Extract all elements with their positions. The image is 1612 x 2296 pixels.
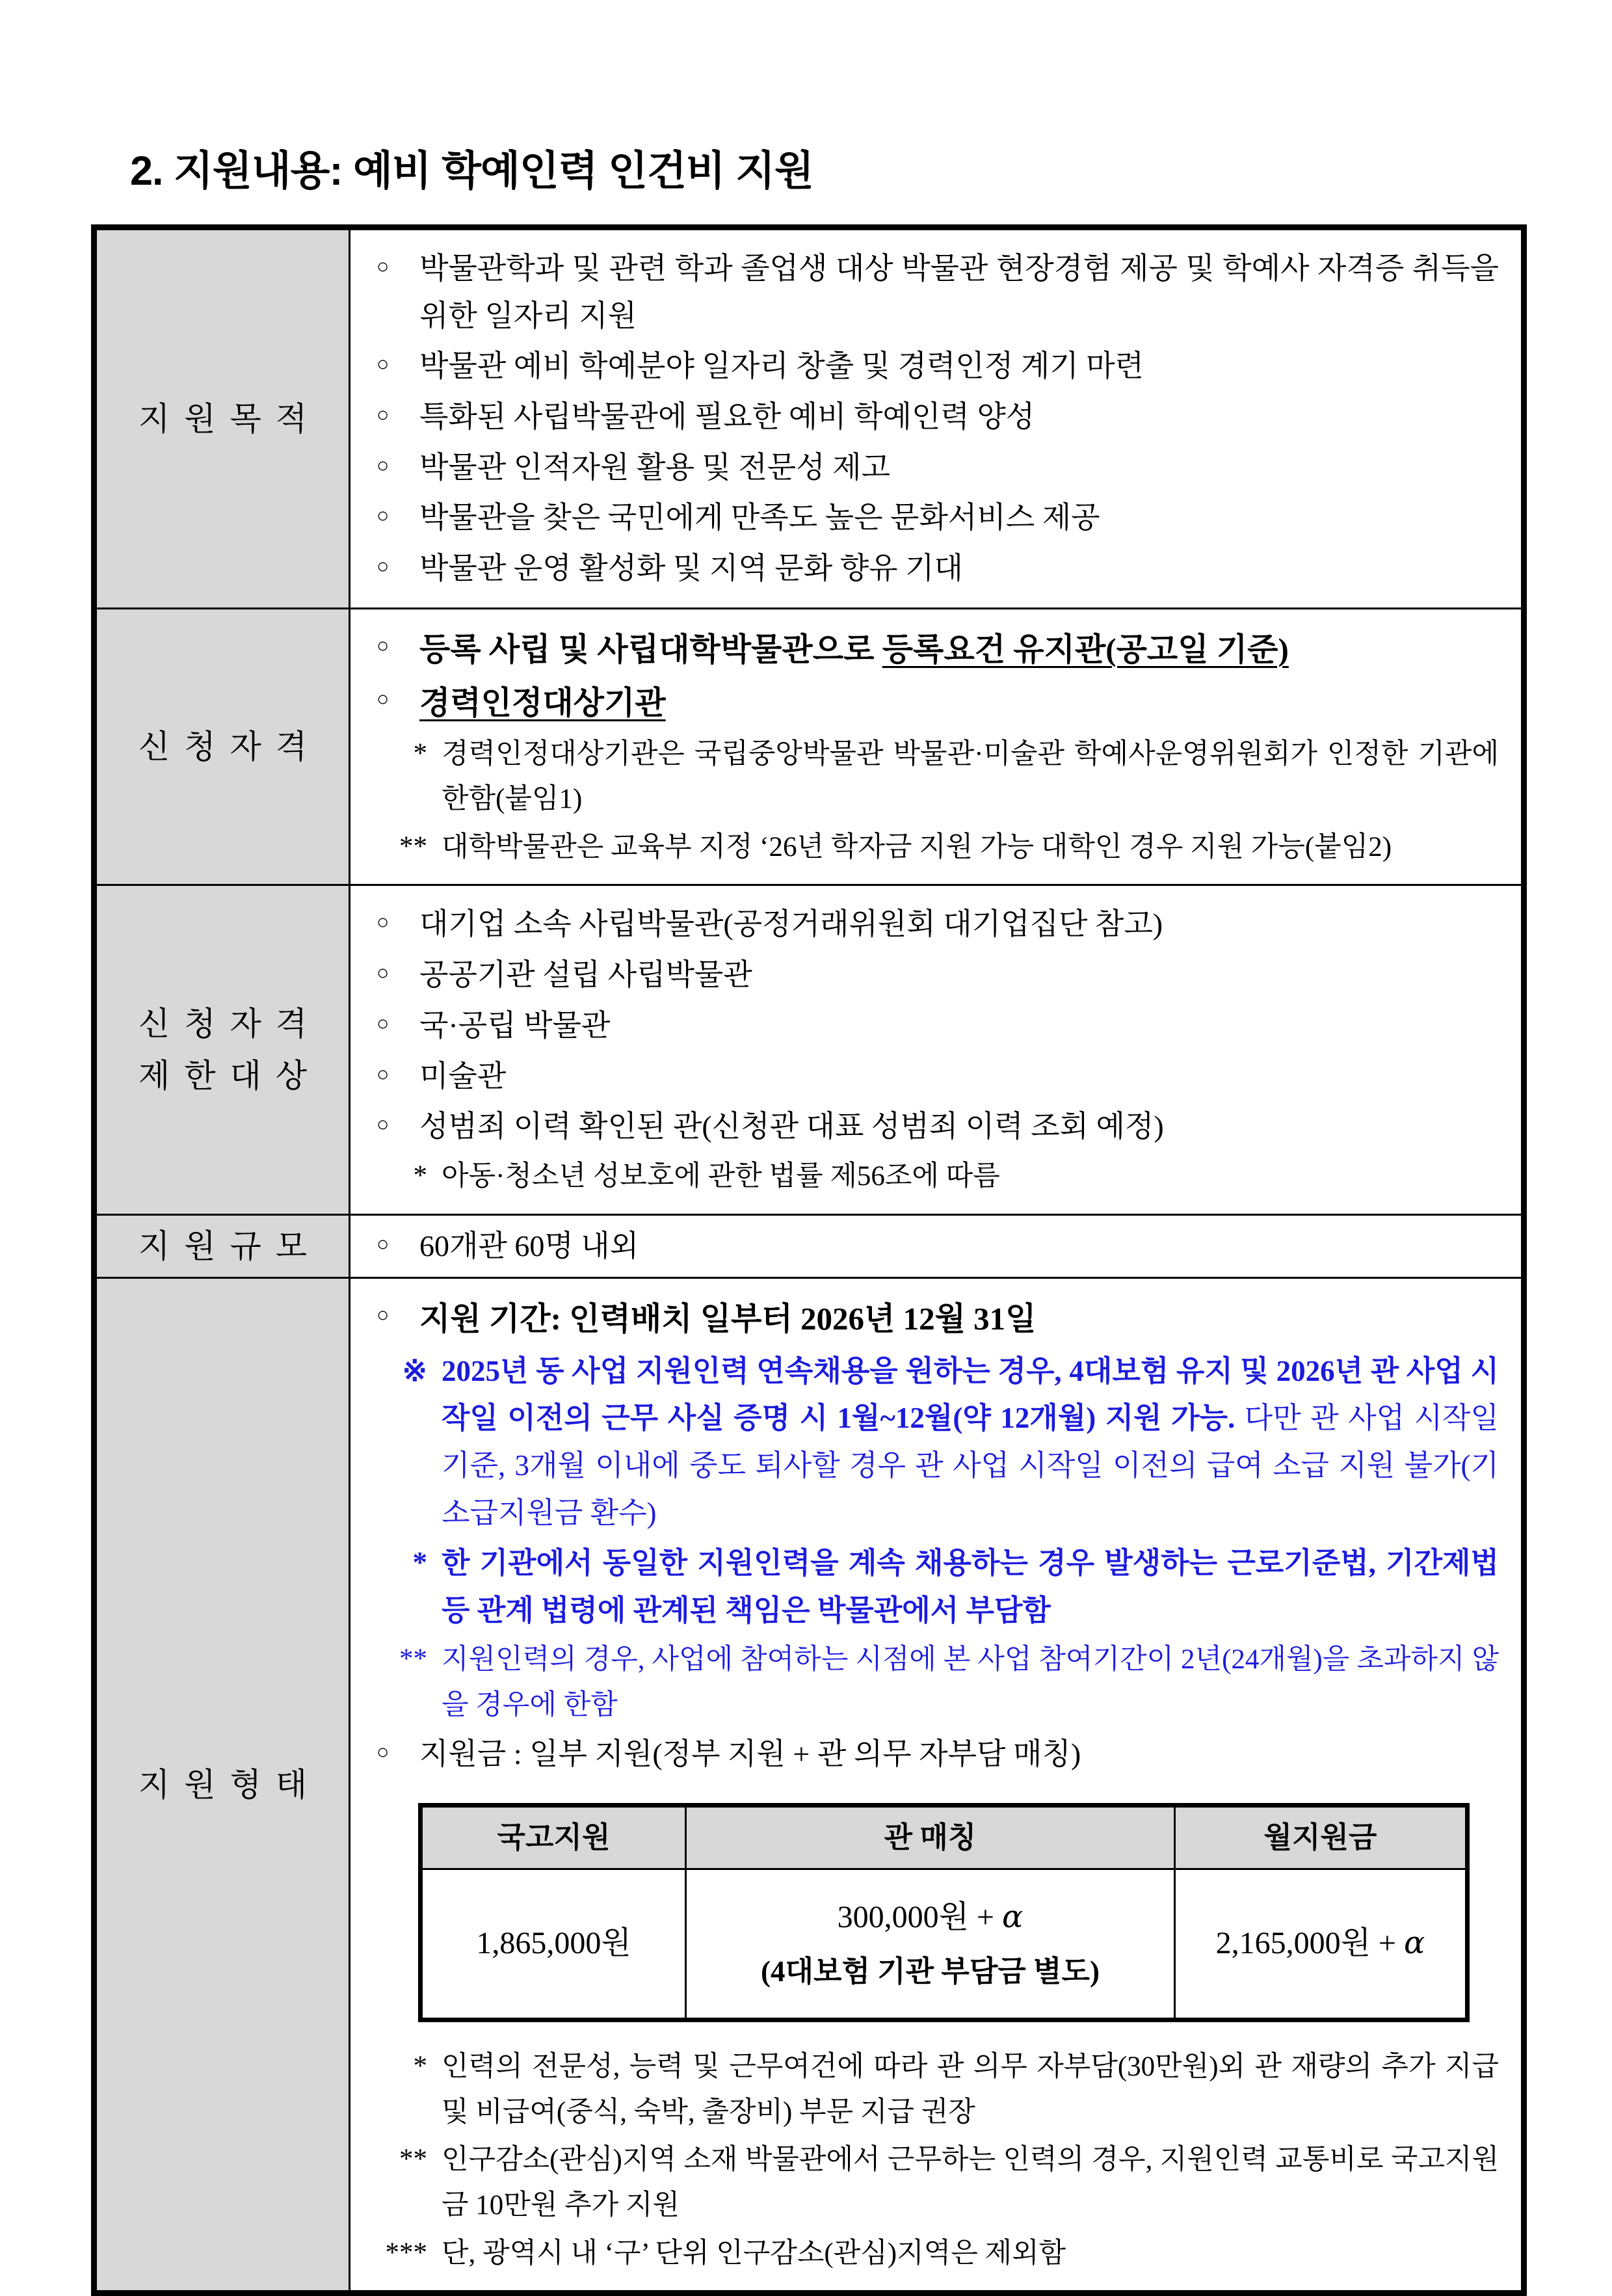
- circle-bullet-icon: ○: [377, 910, 390, 934]
- page-title: 2. 지원내용: 예비 학예인력 인건비 지원: [130, 148, 813, 194]
- asterisk-marker: *: [413, 1160, 427, 1191]
- reference-mark-icon: ※: [402, 1354, 427, 1387]
- circle-bullet-icon: ○: [377, 1011, 390, 1035]
- footnote: [377, 825, 1499, 870]
- row-label-purpose: 지원목적: [94, 228, 350, 609]
- bullet-text: [419, 624, 1499, 674]
- circle-bullet-icon: ○: [377, 961, 390, 985]
- funding-table-data-row: [421, 1869, 1468, 2020]
- bullet-text: 박물관을 찾은 국민에게 만족도 높은 문화서비스 제공: [419, 501, 1100, 535]
- bullet-text: 국·공립 박물관: [419, 1008, 611, 1042]
- footnote-text: 대학박물관은 교육부 지정 ‘26년 학자금 지원 가능 대학인 경우 지원 가능(붙임2): [442, 831, 1392, 862]
- row-label-eligibility: 신청자격: [94, 608, 350, 885]
- footnote: [377, 732, 1499, 822]
- list-item: [377, 901, 1499, 948]
- table-row-eligibility: [94, 608, 1524, 885]
- bullet-text: 공공기관 설립 사립박물관: [419, 958, 752, 992]
- bullet-text: 특화된 사립박물관에 필요한 예비 학예인력 양성: [419, 400, 1035, 434]
- row-label-line2: 제한대상: [138, 1057, 322, 1094]
- asterisk-marker: *: [413, 738, 427, 769]
- row-content-eligibility: [350, 608, 1524, 885]
- funding-table: [418, 1803, 1470, 2022]
- funding-gov-amount: 1,865,000원: [421, 1869, 686, 2020]
- circle-bullet-icon: ○: [377, 254, 390, 278]
- circle-bullet-icon: ○: [377, 687, 390, 711]
- row-content-purpose: [350, 228, 1524, 609]
- double-asterisk-marker: **: [399, 831, 427, 862]
- bullet-text-plain: 등록 사립 및 사립대학박물관으로: [419, 631, 882, 667]
- list-item: [377, 678, 1499, 728]
- row-label-restriction: [94, 885, 350, 1214]
- bullet-text: 박물관 예비 학예분야 일자리 창출 및 경력인정 계기 마련: [419, 349, 1144, 383]
- footnote-text: 지원인력의 경우, 사업에 참여하는 시점에 본 사업 참여기간이 2년(24개월)을 초과하지 않을 경우에 한함: [442, 1644, 1499, 1720]
- alpha-symbol: α: [1404, 1925, 1425, 1962]
- funding-header-monthly: 월지원금: [1175, 1805, 1468, 1869]
- funding-header-match: 관 매칭: [686, 1805, 1175, 1869]
- circle-bullet-icon: ○: [377, 554, 390, 578]
- footnote-text: 경력인정대상기관은 국립중앙박물관 박물관·미술관 학예사운영위원회가 인정한 기관에 한함(붙임1): [442, 738, 1499, 815]
- funding-match-amount: [686, 1869, 1175, 2020]
- funding-header-gov: 국고지원: [421, 1805, 686, 1869]
- list-item: [377, 545, 1499, 593]
- list-item: [377, 245, 1499, 340]
- funding-monthly-amount: 2,165,000원 + α: [1175, 1869, 1468, 2020]
- row-content-restriction: [350, 885, 1524, 1214]
- circle-bullet-icon: ○: [377, 403, 390, 427]
- circle-bullet-icon: ○: [377, 1231, 390, 1255]
- footnote-text: 한 기관에서 동일한 지원인력을 계속 채용하는 경우 발생하는 근로기준법, 기간제법 등 관계 법령에 관계된 책임은 박물관에서 부담함: [442, 1547, 1499, 1627]
- circle-bullet-icon: ○: [377, 1740, 390, 1764]
- bullet-text: 박물관학과 및 관련 학과 졸업생 대상 박물관 현장경험 제공 및 학예사 자격증 취득을 위한 일자리 지원: [419, 252, 1499, 332]
- list-item: [377, 494, 1499, 542]
- row-label-form: 지원형태: [94, 1278, 350, 2293]
- list-item: [377, 1223, 1499, 1270]
- bullet-text: 대기업 소속 사립박물관(공정거래위원회 대기업집단 참고): [419, 907, 1163, 941]
- bullet-text: 박물관 운영 활성화 및 지역 문화 향유 기대: [419, 552, 963, 585]
- list-item: [377, 343, 1499, 390]
- asterisk-marker: *: [412, 1546, 427, 1579]
- reference-note: [377, 1348, 1499, 1538]
- footnote-blue: [377, 1540, 1499, 1635]
- list-item: [377, 952, 1499, 999]
- bullet-text: 미술관: [419, 1059, 507, 1093]
- circle-bullet-icon: ○: [377, 503, 390, 527]
- footnote-blue: [377, 1637, 1499, 1728]
- table-row-scale: [94, 1214, 1524, 1278]
- row-label-line1: 신청자격: [138, 1005, 322, 1042]
- bullet-text: 60개관 60명 내외: [419, 1229, 639, 1262]
- funding-match-line1: 300,000원 + α: [837, 1898, 1024, 1935]
- list-item: [377, 394, 1499, 441]
- bullet-text-underlined: 등록요건 유지관(공고일 기준): [882, 631, 1289, 667]
- bullet-text-underlined: 경력인정대상기관: [419, 685, 666, 721]
- funding-table-header-row: [421, 1805, 1468, 1869]
- asterisk-marker: *: [413, 2050, 427, 2081]
- alpha-symbol: α: [1002, 1898, 1024, 1935]
- footnote-text: 인구감소(관심)지역 소재 박물관에서 근무하는 인력의 경우, 지원인력 교통비로 국고지원금 10만원 추가 지원: [442, 2144, 1499, 2221]
- bullet-text: [419, 678, 1499, 728]
- footnote-text: 아동·청소년 성보호에 관한 법률 제56조에 따름: [442, 1160, 1000, 1192]
- list-item: [377, 1053, 1499, 1101]
- table-row-form: [94, 1278, 1524, 2293]
- double-asterisk-marker: **: [399, 1643, 427, 1674]
- list-item: [377, 624, 1499, 674]
- table-row-purpose: [94, 228, 1524, 609]
- funding-match-line2: (4대보험 기관 부담금 별도): [761, 1955, 1100, 1988]
- footnote: [377, 2137, 1499, 2228]
- list-item: [377, 1731, 1499, 1778]
- bullet-text: 박물관 인적자원 활용 및 전문성 제고: [419, 450, 891, 484]
- circle-bullet-icon: ○: [377, 453, 390, 477]
- bullet-text: 지원금 : 일부 지원(정부 지원 + 관 의무 자부담 매칭): [419, 1737, 1081, 1771]
- double-asterisk-marker: **: [399, 2144, 427, 2175]
- reference-note-bold: 2025년 동 사업 지원인력 연속채용을 원하는 경우, 4대보험 유지 및 2026년 관 사업 시작일 이전의 근무 사실 증명 시 1월~12월(약 12개월) 지원 가능.: [442, 1354, 1499, 1435]
- circle-bullet-icon: ○: [377, 352, 390, 376]
- table-row-restriction: [94, 885, 1524, 1214]
- circle-bullet-icon: ○: [377, 1061, 390, 1086]
- list-item: [377, 1103, 1499, 1151]
- reference-note-rest: 다만 관 사업 시작일 기준, 3개월 이내에 중도 퇴사할 경우 관 사업 시작일 이전의 급여 소급 지원 불가(기 소급지원금 환수): [442, 1402, 1499, 1530]
- reference-note-text: [442, 1348, 1499, 1538]
- circle-bullet-icon: ○: [377, 1112, 390, 1136]
- bullet-text: 성범죄 이력 확인된 관(신청관 대표 성범죄 이력 조회 예정): [419, 1110, 1164, 1143]
- row-content-form: [350, 1278, 1524, 2293]
- footnote: [377, 1154, 1499, 1199]
- footnote-text: 인력의 전문성, 능력 및 근무여건에 따라 관 의무 자부담(30만원)외 관 재량의 추가 지급 및 비급여(중식, 숙박, 출장비) 부문 지급 권장: [442, 2051, 1499, 2128]
- row-label-scale: 지원규모: [94, 1214, 350, 1278]
- list-item: [377, 1294, 1499, 1344]
- circle-bullet-icon: ○: [377, 633, 390, 657]
- footnote-text: 단, 광역시 내 ‘구’ 단위 인구감소(관심)지역은 제외함: [442, 2237, 1066, 2269]
- triple-asterisk-marker: ***: [385, 2237, 427, 2268]
- list-item: [377, 1002, 1499, 1050]
- circle-bullet-icon: ○: [377, 1303, 390, 1327]
- footnote: [377, 2044, 1499, 2135]
- main-table: [91, 224, 1527, 2296]
- bullet-text: 지원 기간: 인력배치 일부터 2026년 12월 31일: [419, 1301, 1037, 1337]
- row-content-scale: [350, 1214, 1524, 1278]
- footnote: [377, 2231, 1499, 2276]
- list-item: [377, 444, 1499, 492]
